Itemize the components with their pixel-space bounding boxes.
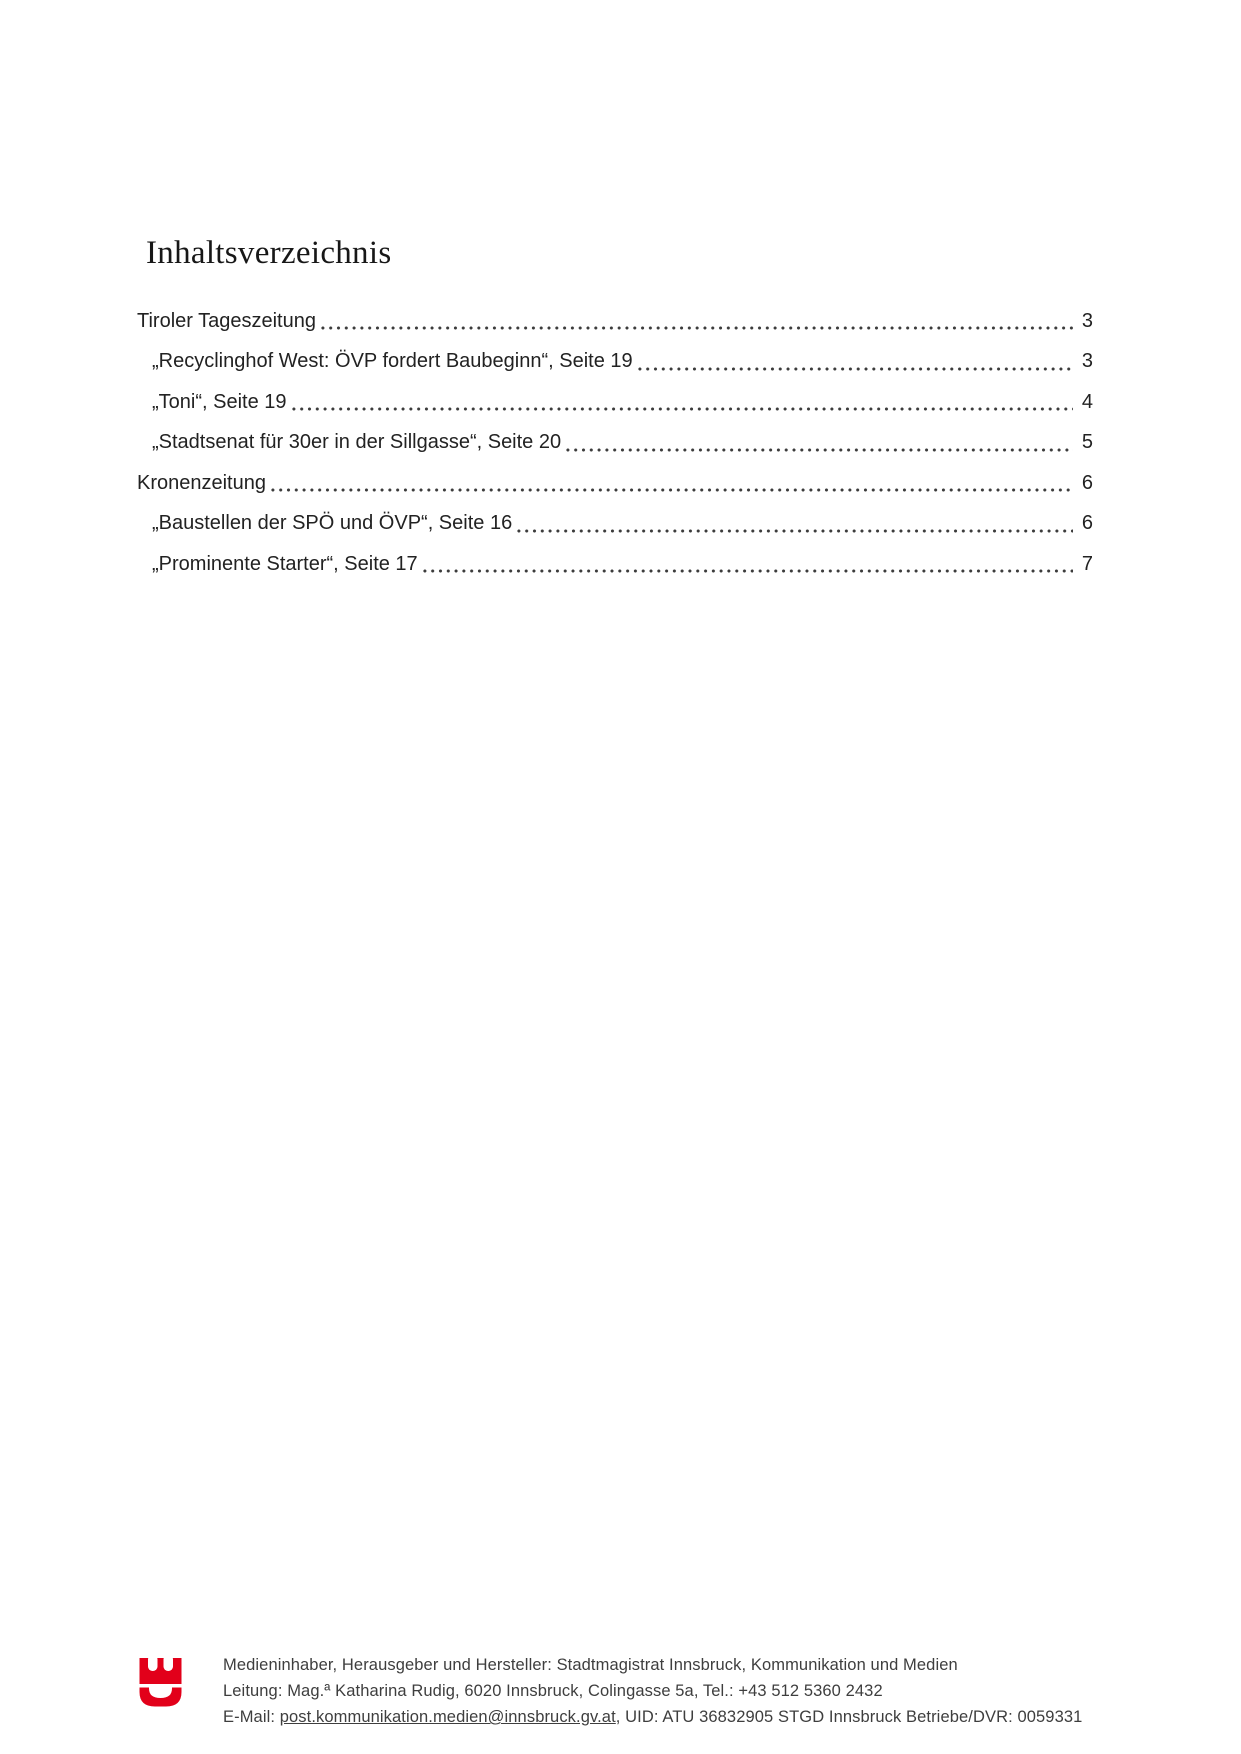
- dot-leader: [515, 504, 1073, 545]
- toc-entry-label: „Recyclinghof West: ÖVP fordert Baubeginn“, Seite 19: [152, 350, 633, 373]
- toc-entry-prominente-starter[interactable]: [137, 544, 1093, 585]
- page-title: Inhaltsverzeichnis: [146, 235, 392, 271]
- toc-page-number: 7: [1081, 552, 1093, 575]
- imprint-line-publisher: Medieninhaber, Herausgeber und Hersteller: Stadtmagistrat Innsbruck, Kommunikation und Medien: [223, 1656, 958, 1674]
- toc-page-number: 6: [1081, 512, 1093, 535]
- toc-page-number: 3: [1081, 350, 1093, 373]
- toc-page-number: 6: [1081, 471, 1093, 494]
- toc-page-number: 3: [1081, 309, 1093, 332]
- toc-entry-baustellen-spo-ovp[interactable]: [137, 504, 1093, 545]
- innsbruck-city-logo-icon: [138, 1658, 183, 1712]
- dot-leader: [636, 342, 1073, 383]
- toc-entry-kronenzeitung[interactable]: [137, 463, 1093, 504]
- dot-leader: [319, 301, 1073, 342]
- toc-entry-toni[interactable]: [137, 382, 1093, 423]
- email-label: E-Mail:: [223, 1708, 280, 1726]
- table-of-contents: [137, 301, 1093, 585]
- imprint-line-email-uid: [223, 1704, 1082, 1730]
- dot-leader: [290, 382, 1073, 423]
- toc-page-number: 5: [1081, 431, 1093, 454]
- imprint-text: [223, 1652, 1082, 1730]
- dot-leader: [269, 463, 1073, 504]
- toc-entry-label: „Baustellen der SPÖ und ÖVP“, Seite 16: [152, 512, 513, 535]
- email-link[interactable]: post.kommunikation.medien@innsbruck.gv.at: [279, 1708, 616, 1726]
- toc-entry-label: Kronenzeitung: [137, 471, 266, 494]
- page-footer: [138, 1652, 1082, 1730]
- dot-leader: [564, 423, 1073, 464]
- uid-text: , UID: ATU 36832905 STGD Innsbruck Betriebe/DVR: 0059331: [615, 1708, 1083, 1726]
- toc-entry-label: Tiroler Tageszeitung: [137, 309, 316, 332]
- toc-entry-stadtsenat-sillgasse[interactable]: [137, 423, 1093, 464]
- toc-entry-label: „Prominente Starter“, Seite 17: [152, 552, 418, 575]
- toc-entry-label: „Toni“, Seite 19: [152, 390, 287, 413]
- toc-entry-recyclinghof-west[interactable]: [137, 342, 1093, 383]
- toc-entry-tiroler-tageszeitung[interactable]: [137, 301, 1093, 342]
- toc-entry-label: „Stadtsenat für 30er in der Sillgasse“, Seite 20: [152, 431, 562, 454]
- dot-leader: [421, 544, 1073, 585]
- imprint-line-contact: Leitung: Mag.ª Katharina Rudig, 6020 Innsbruck, Colingasse 5a, Tel.: +43 512 5360 2432: [223, 1682, 883, 1700]
- toc-page-number: 4: [1081, 390, 1093, 413]
